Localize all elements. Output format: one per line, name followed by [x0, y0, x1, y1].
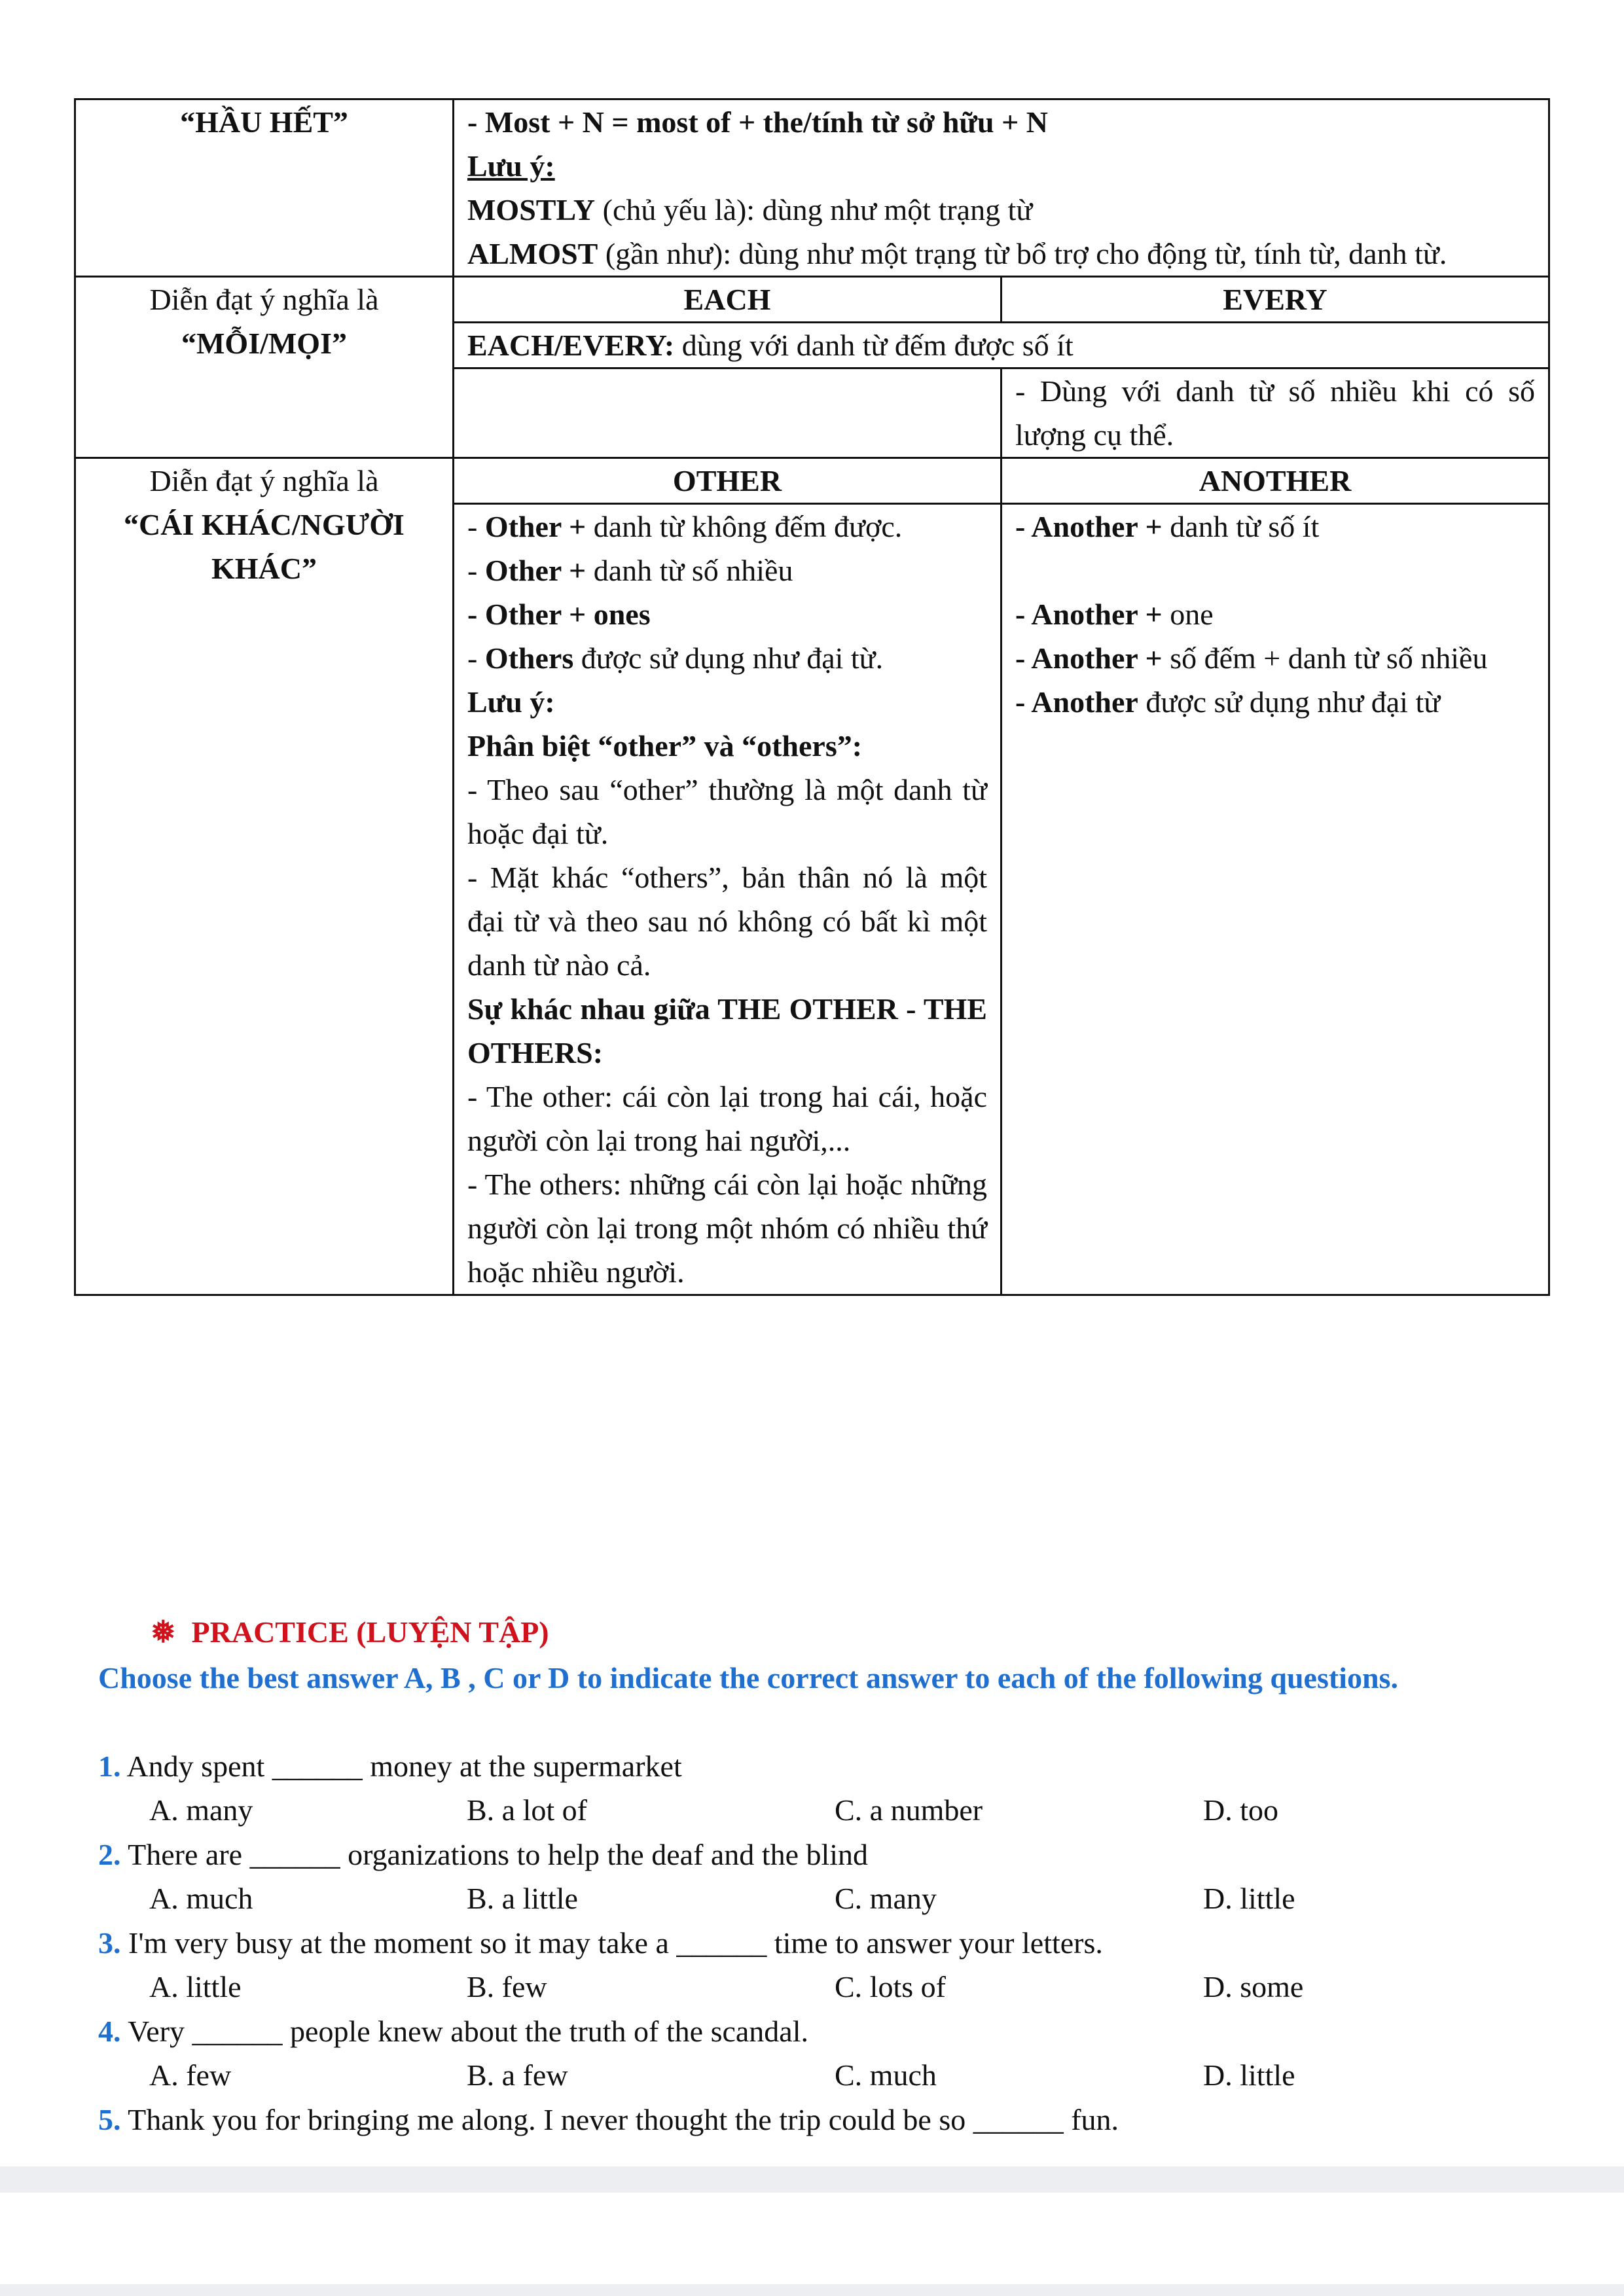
another-content [1001, 504, 1549, 1295]
q1-option-d[interactable]: D. too [1203, 1793, 1278, 1827]
difference-title: Sự khác nhau giữa THE OTHER - THE OTHERS: [467, 992, 987, 1069]
mostly-line: MOSTLY (chủ yếu là): dùng như một trạng từ [467, 193, 1033, 226]
col-every: EVERY [1001, 277, 1549, 323]
question-4: 4. Very ______ people knew about the truth of the scandal. [98, 2015, 808, 2048]
q4-option-a[interactable]: A. few [149, 2058, 232, 2092]
col-each: EACH [454, 277, 1001, 323]
every-note: - Dùng với danh từ số nhiều khi có số lượng cụ thể. [1001, 368, 1549, 458]
other-uncountable: - Other + danh từ không đếm được. [467, 510, 903, 543]
heading-hau-het: “HẦU HẾT” [75, 99, 454, 277]
q4-option-c[interactable]: C. much [835, 2058, 937, 2092]
q2-option-a[interactable]: A. much [149, 1882, 253, 1915]
q3-option-d[interactable]: D. some [1203, 1970, 1304, 2003]
almost-line: ALMOST (gần như): dùng như một trạng từ bổ trợ cho động từ, tính từ, danh từ. [467, 237, 1447, 270]
row-moi-moi-header [75, 277, 1549, 323]
distinguish-1: - Theo sau “other” thường là một danh từ hoặc đại từ. [467, 773, 987, 850]
col-another: ANOTHER [1001, 458, 1549, 504]
row-hau-het [75, 99, 1549, 277]
q4-option-b[interactable]: B. a few [467, 2058, 568, 2092]
q3-option-b[interactable]: B. few [467, 1970, 547, 2003]
q1-option-a[interactable]: A. many [149, 1793, 253, 1827]
other-ones: - Other + ones [467, 598, 651, 631]
heading-moi-moi: Diễn đạt ý nghĩa là “MỖI/MỌI” [75, 277, 454, 458]
question-3: 3. I'm very busy at the moment so it may take a ______ time to answer your letters. [98, 1926, 1103, 1960]
others-pronoun: - Others được sử dụng như đại từ. [467, 641, 884, 675]
row-other-header [75, 458, 1549, 504]
each-every-shared: EACH/EVERY: dùng với danh từ đếm được số ít [454, 323, 1549, 368]
question-2: 2. There are ______ organizations to help the deaf and the blind [98, 1838, 869, 1871]
grammar-table [74, 98, 1550, 1296]
q3-option-a[interactable]: A. little [149, 1970, 242, 2003]
q2-option-c[interactable]: C. many [835, 1882, 937, 1915]
another-pronoun: - Another được sử dụng như đại từ [1015, 685, 1441, 719]
heading-other: Diễn đạt ý nghĩa là “CÁI KHÁC/NGƯỜI KHÁC” [75, 458, 454, 1295]
another-number: - Another + số đếm + danh từ số nhiều [1015, 641, 1488, 675]
another-one: - Another + one [1015, 598, 1214, 631]
q2-option-d[interactable]: D. little [1203, 1882, 1295, 1915]
difference-1: - The other: cái còn lại trong hai cái, hoặc người còn lại trong hai người,... [467, 1080, 987, 1157]
distinguish-2: - Mặt khác “others”, bản thân nó là một đại từ và theo sau nó không có bất kì một danh từ nào cả. [467, 861, 987, 982]
snowflake-icon: ❅ [151, 1615, 176, 1649]
page-footer-band-bottom [0, 2284, 1624, 2296]
q1-option-b[interactable]: B. a lot of [467, 1793, 587, 1827]
page-footer-band [0, 2166, 1624, 2193]
other-content [454, 504, 1001, 1295]
difference-2: - The others: những cái còn lại hoặc những người còn lại trong một nhóm có nhiều thứ hoặc nhiều người. [467, 1168, 987, 1289]
question-1: 1. Andy spent ______ money at the supermarket [98, 1749, 682, 1783]
question-5: 5. Thank you for bringing me along. I never thought the trip could be so ______ fun. [98, 2103, 1119, 2136]
q2-option-b[interactable]: B. a little [467, 1882, 578, 1915]
q3-option-c[interactable]: C. lots of [835, 1970, 946, 2003]
another-singular: - Another + danh từ số ít [1015, 510, 1320, 543]
other-plural: - Other + danh từ số nhiều [467, 554, 793, 587]
hau-het-content [454, 99, 1549, 277]
q1-option-c[interactable]: C. a number [835, 1793, 983, 1827]
other-note-label: Lưu ý: [467, 685, 555, 719]
col-other: OTHER [454, 458, 1001, 504]
distinguish-title: Phân biệt “other” và “others”: [467, 729, 863, 762]
most-rule: - Most + N = most of + the/tính từ sở hữu + N [467, 105, 1049, 139]
each-empty-cell [454, 368, 1001, 458]
practice-instruction: Choose the best answer A, B , C or D to indicate the correct answer to each of the following questions. [98, 1661, 1398, 1695]
practice-heading: ❅ PRACTICE (LUYỆN TẬP) [151, 1615, 549, 1649]
q4-option-d[interactable]: D. little [1203, 2058, 1295, 2092]
note-label: Lưu ý: [467, 149, 555, 183]
